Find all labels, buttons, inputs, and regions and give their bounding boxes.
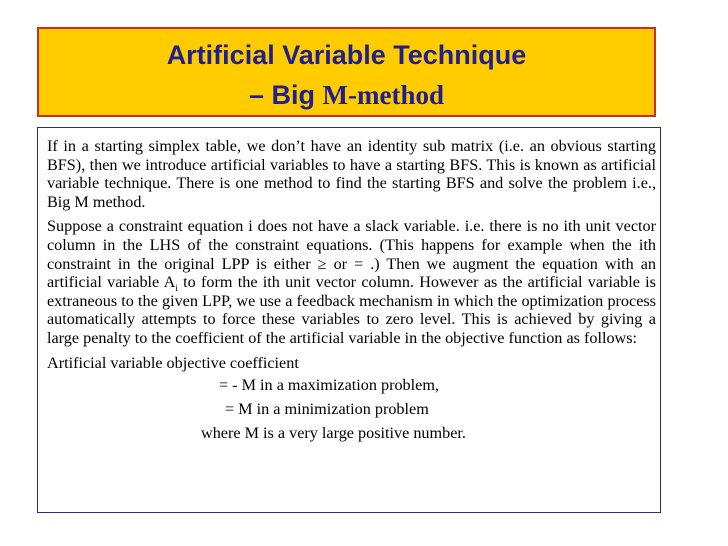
- coefficient-minimization: = M in a minimization problem: [225, 400, 429, 419]
- paragraph-artificial-variable-part-2: to form the ith unit vector column. However as the artificial variable is extraneous to the given LPP, we use a feedback mechanism in which the optimization process automatically attempts to force these variables to zero level. This is achieved by giving a large penalty to the coefficient of the artificial variable in the objective function as follows:: [47, 273, 656, 347]
- paragraph-artificial-variable: [47, 217, 656, 347]
- title-line-2-method: M-method: [322, 80, 444, 110]
- paragraph-artificial-variable-part-1: Suppose a constraint equation i does not have a slack variable. i.e. there is no ith unit vector column in the LHS of the constraint equations. (This happens for example when the ith constraint in the original LPP is either ≥ or = .) Then we augment the equation with an artificial variable A: [47, 217, 656, 292]
- paragraph-intro: If in a starting simplex table, we don’t have an identity sub matrix (i.e. an obvious starting BFS), then we introduce artificial variables to have a starting BFS. This is known as artificial variable technique. There is one method to find the starting BFS and solve the problem i.e., Big M method.: [47, 137, 656, 211]
- title-line-1: Artificial Variable Technique: [166, 40, 527, 70]
- coefficient-maximization: = - M in a maximization problem,: [219, 376, 439, 395]
- title-banner: [37, 27, 656, 117]
- title-line-2-prefix: – Big: [249, 80, 323, 110]
- coefficient-definition: where M is a very large positive number.: [201, 424, 466, 443]
- title-line-2: [39, 79, 654, 111]
- artificial-variable-subscript: i: [175, 283, 178, 294]
- content-box: [37, 127, 661, 513]
- coefficient-label: Artificial variable objective coefficient: [47, 353, 299, 372]
